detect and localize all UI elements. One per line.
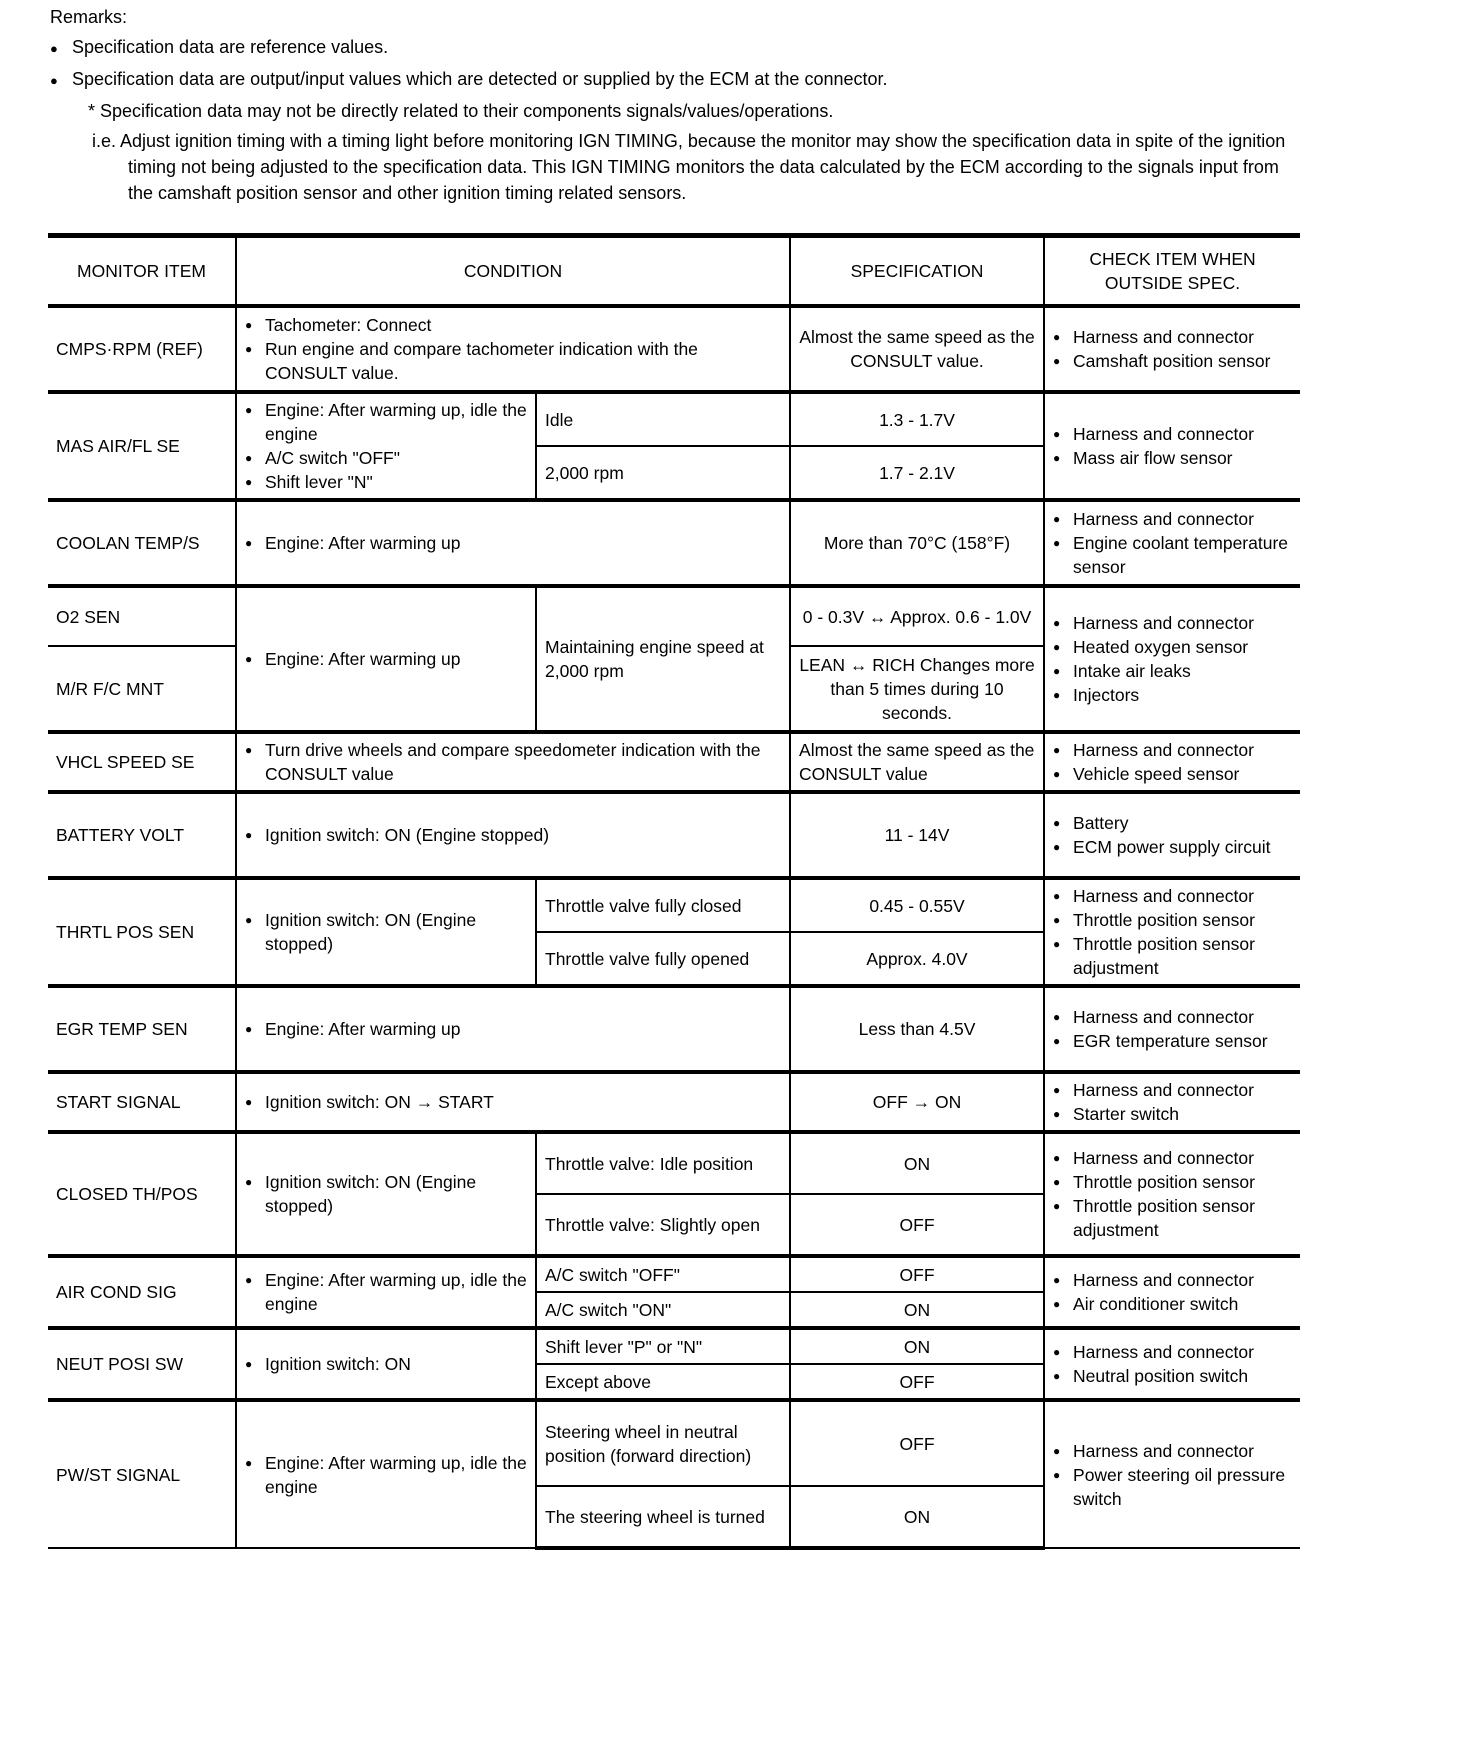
check-text: ● Throttle position sensor adjustment (1053, 932, 1292, 980)
table-row (48, 1072, 1300, 1132)
sub-condition-cell: Shift lever "P" or "N" (536, 1328, 790, 1364)
sub-condition-cell: Throttle valve fully opened (536, 932, 790, 986)
check-text: ● Power steering oil pressure switch (1053, 1463, 1292, 1511)
condition-text: ● Engine: After warming up, idle the engine (245, 1268, 527, 1316)
condition-text: ● Ignition switch: ON (245, 1352, 527, 1376)
remark-note: * Specification data may not be directly related to their components signals/values/operations. (88, 101, 834, 121)
table-header-row (48, 236, 1300, 307)
check-text: ● EGR temperature sensor (1053, 1029, 1292, 1053)
specification-cell: 1.3 - 1.7V (790, 392, 1044, 446)
monitor-item: VHCL SPEED SE (48, 732, 236, 792)
table-row (48, 586, 1300, 646)
monitor-item: M/R F/C MNT (48, 646, 236, 732)
check-text: ● ECM power supply circuit (1053, 835, 1292, 859)
check-text: ● Harness and connector (1053, 507, 1292, 531)
header-specification: SPECIFICATION (790, 236, 1044, 307)
check-text: ● Harness and connector (1053, 884, 1292, 908)
condition-cell (236, 1132, 536, 1256)
table-row (48, 1328, 1300, 1364)
check-text: ● Harness and connector (1053, 1146, 1292, 1170)
table-row (48, 732, 1300, 792)
check-text: ● Throttle position sensor adjustment (1053, 1194, 1292, 1242)
monitor-item: CLOSED TH/POS (48, 1132, 236, 1256)
check-item-cell (1044, 986, 1300, 1072)
check-text: ● Intake air leaks (1053, 659, 1292, 683)
specification-cell: 0.45 - 0.55V (790, 878, 1044, 932)
condition-cell (236, 306, 790, 392)
condition-text: ● Run engine and compare tachometer indication with the CONSULT value. (245, 337, 781, 385)
specification-cell: 1.7 - 2.1V (790, 446, 1044, 500)
monitor-item: BATTERY VOLT (48, 792, 236, 878)
condition-cell (236, 392, 536, 500)
check-text: ● Battery (1053, 811, 1292, 835)
condition-text: ● Tachometer: Connect (245, 313, 781, 337)
sub-condition-cell: Throttle valve: Slightly open (536, 1194, 790, 1256)
condition-cell (236, 878, 536, 986)
check-text: ● Injectors (1053, 683, 1292, 707)
condition-cell (236, 1072, 790, 1132)
check-item-cell (1044, 306, 1300, 392)
specification-cell: Less than 4.5V (790, 986, 1044, 1072)
check-item-cell (1044, 1072, 1300, 1132)
table-row (48, 792, 1300, 878)
specification-cell: ON (790, 1486, 1044, 1548)
check-item-cell (1044, 392, 1300, 500)
monitor-item: PW/ST SIGNAL (48, 1400, 236, 1548)
table-row (48, 306, 1300, 392)
condition-text: ● Turn drive wheels and compare speedometer indication with the CONSULT value (245, 738, 781, 786)
check-item-cell (1044, 1400, 1300, 1548)
table-row (48, 500, 1300, 586)
check-text: ● Harness and connector (1053, 611, 1292, 635)
monitor-item: NEUT POSI SW (48, 1328, 236, 1400)
sub-condition-cell: The steering wheel is turned (536, 1486, 790, 1548)
check-text: ● Harness and connector (1053, 1268, 1292, 1292)
check-text: ● Air conditioner switch (1053, 1292, 1292, 1316)
sub-condition-cell: Maintaining engine speed at 2,000 rpm (536, 586, 790, 732)
specification-cell: LEAN ↔ RICH Changes more than 5 times during 10 seconds. (790, 646, 1044, 732)
condition-text: ● Engine: After warming up (245, 531, 781, 555)
header-check-item: CHECK ITEM WHEN OUTSIDE SPEC. (1044, 236, 1300, 307)
check-item-cell (1044, 1132, 1300, 1256)
sub-condition-cell: Except above (536, 1364, 790, 1400)
condition-cell (236, 1328, 536, 1400)
specification-cell: ON (790, 1132, 1044, 1194)
condition-text: ● Ignition switch: ON → START (245, 1090, 781, 1114)
sub-condition-cell: Throttle valve: Idle position (536, 1132, 790, 1194)
condition-text: ● Ignition switch: ON (Engine stopped) (245, 1170, 527, 1218)
check-text: ● Engine coolant temperature sensor (1053, 531, 1292, 579)
monitor-item: O2 SEN (48, 586, 236, 646)
monitor-item: CMPS·RPM (REF) (48, 306, 236, 392)
check-text: ● Harness and connector (1053, 422, 1292, 446)
specification-cell: 11 - 14V (790, 792, 1044, 878)
check-item-cell (1044, 1256, 1300, 1328)
specification-cell: OFF (790, 1400, 1044, 1486)
header-monitor-item: MONITOR ITEM (48, 236, 236, 307)
remark-bullet: ● Specification data are output/input values which are detected or supplied by the ECM at the connector. (50, 66, 1300, 94)
check-text: ● Heated oxygen sensor (1053, 635, 1292, 659)
table-row (48, 878, 1300, 932)
check-item-cell (1044, 732, 1300, 792)
check-text: ● Harness and connector (1053, 1340, 1292, 1364)
specification-cell: OFF (790, 1364, 1044, 1400)
remark-example: i.e. Adjust ignition timing with a timing light before monitoring IGN TIMING, because the monitor may show the specification data in spite of the ignition timing not being adjusted to the specification data. This IGN TIMING monitors the data calculated by the ECM according to the signals input from the camshaft position sensor and other ignition timing related sensors. (92, 131, 1286, 203)
check-item-cell (1044, 1328, 1300, 1400)
check-text: ● Vehicle speed sensor (1053, 762, 1292, 786)
monitor-item: START SIGNAL (48, 1072, 236, 1132)
condition-cell (236, 986, 790, 1072)
condition-text: ● Shift lever "N" (245, 470, 527, 494)
sub-condition-cell: Throttle valve fully closed (536, 878, 790, 932)
specification-cell: OFF (790, 1256, 1044, 1292)
check-text: ● Throttle position sensor (1053, 908, 1292, 932)
monitor-item: THRTL POS SEN (48, 878, 236, 986)
table-row (48, 392, 1300, 446)
specification-cell: Almost the same speed as the CONSULT value. (790, 306, 1044, 392)
table-row (48, 986, 1300, 1072)
specification-cell: OFF → ON (790, 1072, 1044, 1132)
table-row (48, 1132, 1300, 1194)
condition-cell (236, 500, 790, 586)
condition-cell (236, 1256, 536, 1328)
check-text: ● Harness and connector (1053, 1005, 1292, 1029)
sub-condition-cell: A/C switch "ON" (536, 1292, 790, 1328)
condition-text: ● Engine: After warming up, idle the engine (245, 1451, 527, 1499)
condition-text: ● Engine: After warming up (245, 1017, 781, 1041)
table-row (48, 1256, 1300, 1292)
specification-cell: Almost the same speed as the CONSULT value (790, 732, 1044, 792)
condition-text: ● Engine: After warming up (245, 647, 527, 671)
specification-cell: More than 70°C (158°F) (790, 500, 1044, 586)
check-item-cell (1044, 878, 1300, 986)
condition-cell (236, 586, 536, 732)
remarks-title: Remarks: (50, 7, 128, 27)
check-text: ● Starter switch (1053, 1102, 1292, 1126)
specification-cell: ON (790, 1292, 1044, 1328)
check-text: ● Harness and connector (1053, 325, 1292, 349)
check-item-cell (1044, 500, 1300, 586)
sub-condition-cell: 2,000 rpm (536, 446, 790, 500)
check-text: ● Mass air flow sensor (1053, 446, 1292, 470)
sub-condition-cell: Steering wheel in neutral position (forward direction) (536, 1400, 790, 1486)
monitor-item: EGR TEMP SEN (48, 986, 236, 1072)
specification-cell: OFF (790, 1194, 1044, 1256)
specification-cell: Approx. 4.0V (790, 932, 1044, 986)
table-row (48, 1400, 1300, 1486)
remarks-section (50, 4, 1300, 206)
monitor-item: MAS AIR/FL SE (48, 392, 236, 500)
check-text: ● Camshaft position sensor (1053, 349, 1292, 373)
check-text: ● Throttle position sensor (1053, 1170, 1292, 1194)
check-text: ● Harness and connector (1053, 1439, 1292, 1463)
condition-text: ● A/C switch "OFF" (245, 446, 527, 470)
condition-text: ● Engine: After warming up, idle the engine (245, 398, 527, 446)
condition-cell (236, 792, 790, 878)
remark-bullet: ● Specification data are reference values. (50, 34, 1300, 62)
check-text: ● Neutral position switch (1053, 1364, 1292, 1388)
sub-condition-cell: A/C switch "OFF" (536, 1256, 790, 1292)
monitor-item: AIR COND SIG (48, 1256, 236, 1328)
condition-cell (236, 732, 790, 792)
check-text: ● Harness and connector (1053, 738, 1292, 762)
condition-text: ● Ignition switch: ON (Engine stopped) (245, 823, 781, 847)
monitor-item: COOLAN TEMP/S (48, 500, 236, 586)
check-text: ● Harness and connector (1053, 1078, 1292, 1102)
specification-cell: ON (790, 1328, 1044, 1364)
sub-condition-cell: Idle (536, 392, 790, 446)
condition-cell (236, 1400, 536, 1548)
condition-text: ● Ignition switch: ON (Engine stopped) (245, 908, 527, 956)
check-item-cell (1044, 586, 1300, 732)
specification-cell: 0 - 0.3V ↔ Approx. 0.6 - 1.0V (790, 586, 1044, 646)
header-condition: CONDITION (236, 236, 790, 307)
consult-monitor-spec-table (48, 233, 1300, 1550)
check-item-cell (1044, 792, 1300, 878)
